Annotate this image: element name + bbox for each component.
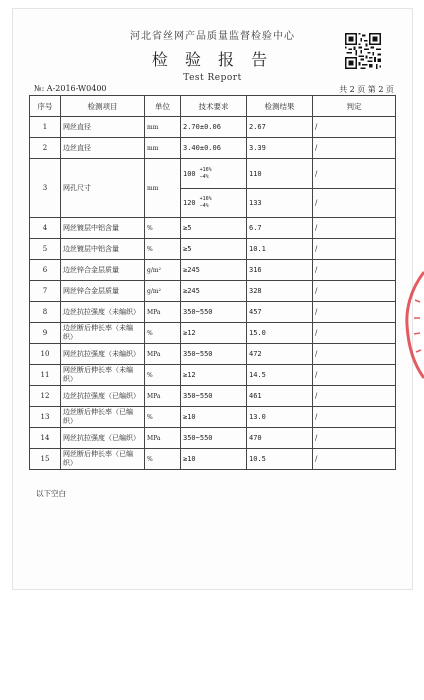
table-row bbox=[30, 302, 396, 323]
row-verdict: / bbox=[313, 323, 396, 344]
row-unit: % bbox=[145, 239, 181, 260]
row-no: 10 bbox=[30, 344, 61, 365]
row-result: 14.5 bbox=[247, 365, 313, 386]
table-row bbox=[30, 117, 396, 138]
row-no: 12 bbox=[30, 386, 61, 407]
row-no: 2 bbox=[30, 138, 61, 159]
row-unit: MPa bbox=[145, 428, 181, 449]
row-unit: % bbox=[145, 323, 181, 344]
tolerance-minus: −4% bbox=[199, 173, 209, 180]
row-item: 网丝抗拉强度（未编织） bbox=[61, 344, 145, 365]
row-verdict: / bbox=[313, 449, 396, 470]
table-row bbox=[30, 428, 396, 449]
row-item: 网丝镀层中铝含量 bbox=[61, 218, 145, 239]
row-requirement: 350~550 bbox=[181, 428, 247, 449]
row-requirement: 350~550 bbox=[181, 386, 247, 407]
row-unit: MPa bbox=[145, 386, 181, 407]
row-requirement: ≥5 bbox=[181, 239, 247, 260]
row-unit: MPa bbox=[145, 302, 181, 323]
row-item: 网丝抗拉强度（已编织） bbox=[61, 428, 145, 449]
row-unit: MPa bbox=[145, 344, 181, 365]
row-result-b: 133 bbox=[247, 189, 313, 218]
row-item: 边丝断后伸长率（未编织） bbox=[61, 323, 145, 344]
row-requirement-b bbox=[181, 189, 247, 218]
row-requirement: ≥10 bbox=[181, 407, 247, 428]
requirement-base: 120 bbox=[183, 199, 196, 207]
tolerance-minus: −4% bbox=[199, 203, 209, 209]
row-no: 8 bbox=[30, 302, 61, 323]
row-no: 15 bbox=[30, 449, 61, 470]
row-verdict: / bbox=[313, 428, 396, 449]
table-header-row bbox=[30, 96, 396, 117]
row-unit: g/m² bbox=[145, 281, 181, 302]
row-item: 网丝直径 bbox=[61, 117, 145, 138]
row-item: 网孔尺寸 bbox=[61, 159, 145, 218]
report-subtitle: Test Report bbox=[183, 73, 242, 83]
row-no: 7 bbox=[30, 281, 61, 302]
row-unit: % bbox=[145, 407, 181, 428]
row-verdict: / bbox=[313, 365, 396, 386]
row-result: 457 bbox=[247, 302, 313, 323]
row-item: 边丝锌合金层质量 bbox=[61, 260, 145, 281]
row-result-a: 110 bbox=[247, 159, 313, 189]
table-row bbox=[30, 260, 396, 281]
results-table bbox=[29, 95, 396, 470]
row-verdict: / bbox=[313, 239, 396, 260]
table-row bbox=[30, 449, 396, 470]
row-item: 网丝断后伸长率（已编织） bbox=[61, 449, 145, 470]
row-no: 9 bbox=[30, 323, 61, 344]
row-unit: % bbox=[145, 218, 181, 239]
row-requirement: ≥5 bbox=[181, 218, 247, 239]
row-item: 边丝直径 bbox=[61, 138, 145, 159]
row-unit: mm bbox=[145, 117, 181, 138]
table-row bbox=[30, 407, 396, 428]
row-unit: mm bbox=[145, 138, 181, 159]
row-requirement-a bbox=[181, 159, 247, 189]
col-header-no: 序号 bbox=[30, 96, 61, 117]
row-result: 470 bbox=[247, 428, 313, 449]
row-verdict: / bbox=[313, 138, 396, 159]
row-result: 15.0 bbox=[247, 323, 313, 344]
row-result: 472 bbox=[247, 344, 313, 365]
tolerance-plus: +16% bbox=[199, 196, 212, 202]
row-requirement: ≥12 bbox=[181, 323, 247, 344]
seal-arc bbox=[407, 272, 424, 378]
col-header-result: 检测结果 bbox=[247, 96, 313, 117]
row-result: 328 bbox=[247, 281, 313, 302]
row-result: 10.1 bbox=[247, 239, 313, 260]
row-no: 13 bbox=[30, 407, 61, 428]
row-requirement: ≥10 bbox=[181, 449, 247, 470]
col-header-unit: 单位 bbox=[145, 96, 181, 117]
table-row bbox=[30, 344, 396, 365]
col-header-requirement: 技术要求 bbox=[181, 96, 247, 117]
row-item: 网丝断后伸长率（未编织） bbox=[61, 365, 145, 386]
row-result: 461 bbox=[247, 386, 313, 407]
table-row bbox=[30, 159, 396, 189]
blank-below-remark: 以下空白 bbox=[36, 489, 66, 498]
row-unit: mm bbox=[145, 159, 181, 218]
row-result: 3.39 bbox=[247, 138, 313, 159]
table-row bbox=[30, 138, 396, 159]
row-verdict: / bbox=[313, 386, 396, 407]
table-row bbox=[30, 386, 396, 407]
qr-code-icon bbox=[345, 33, 381, 69]
row-unit: g/m² bbox=[145, 260, 181, 281]
tolerance bbox=[200, 196, 212, 210]
row-result: 6.7 bbox=[247, 218, 313, 239]
tolerance-plus: +16% bbox=[199, 166, 212, 173]
row-requirement: ≥245 bbox=[181, 281, 247, 302]
row-verdict: / bbox=[313, 117, 396, 138]
col-header-item: 检测项目 bbox=[61, 96, 145, 117]
row-no: 1 bbox=[30, 117, 61, 138]
row-verdict: / bbox=[313, 218, 396, 239]
row-item: 边丝抗拉强度（未编织） bbox=[61, 302, 145, 323]
row-requirement: ≥12 bbox=[181, 365, 247, 386]
row-result: 10.5 bbox=[247, 449, 313, 470]
row-requirement: 3.40±0.06 bbox=[181, 138, 247, 159]
row-item: 网丝锌合金层质量 bbox=[61, 281, 145, 302]
report-number: №: A-2016-W0400 bbox=[34, 84, 107, 93]
row-verdict: / bbox=[313, 260, 396, 281]
page-info: 共 2 页 第 2 页 bbox=[339, 85, 394, 94]
row-result: 13.0 bbox=[247, 407, 313, 428]
row-no: 11 bbox=[30, 365, 61, 386]
row-result: 2.67 bbox=[247, 117, 313, 138]
row-verdict: / bbox=[313, 407, 396, 428]
table-row bbox=[30, 323, 396, 344]
seal-stamp-edge bbox=[404, 270, 424, 380]
table-row bbox=[30, 218, 396, 239]
row-verdict: / bbox=[313, 344, 396, 365]
table-row bbox=[30, 281, 396, 302]
row-unit: % bbox=[145, 365, 181, 386]
row-verdict-a: / bbox=[313, 159, 396, 189]
row-no: 3 bbox=[30, 159, 61, 218]
table-row bbox=[30, 365, 396, 386]
tolerance bbox=[200, 167, 212, 181]
row-requirement: 350~550 bbox=[181, 302, 247, 323]
report-title: 检 验 报 告 bbox=[151, 50, 274, 69]
row-result: 316 bbox=[247, 260, 313, 281]
row-verdict: / bbox=[313, 281, 396, 302]
org-name: 河北省丝网产品质量监督检验中心 bbox=[130, 31, 295, 42]
row-unit: % bbox=[145, 449, 181, 470]
row-no: 5 bbox=[30, 239, 61, 260]
requirement-base: 100 bbox=[183, 169, 196, 178]
row-no: 4 bbox=[30, 218, 61, 239]
row-item: 边丝镀层中铝含量 bbox=[61, 239, 145, 260]
seal-marks bbox=[414, 300, 421, 352]
row-requirement: ≥245 bbox=[181, 260, 247, 281]
table-row bbox=[30, 239, 396, 260]
row-no: 14 bbox=[30, 428, 61, 449]
row-no: 6 bbox=[30, 260, 61, 281]
row-item: 边丝抗拉强度（已编织） bbox=[61, 386, 145, 407]
row-verdict: / bbox=[313, 302, 396, 323]
row-verdict-b: / bbox=[313, 189, 396, 218]
row-requirement: 2.70±0.06 bbox=[181, 117, 247, 138]
col-header-verdict: 判定 bbox=[313, 96, 396, 117]
row-item: 边丝断后伸长率（已编织） bbox=[61, 407, 145, 428]
row-requirement: 350~550 bbox=[181, 344, 247, 365]
